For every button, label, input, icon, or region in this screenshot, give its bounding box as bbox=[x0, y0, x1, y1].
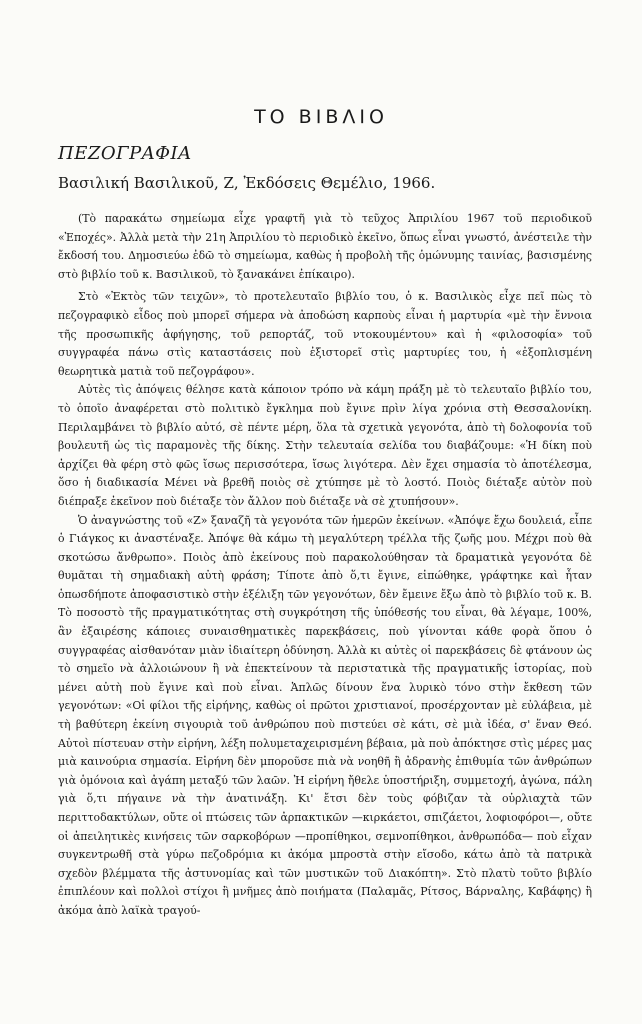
paragraph: Στὸ «Ἐκτὸς τῶν τειχῶν», τὸ προτελευταῖο βιβλίο του, ὁ κ. Βασιλικὸς εἶχε πεῖ πὼς τὸ πεζογραφικὸ εἶδος ποὺ μπορεῖ σήμερα νὰ ἀποδώση καρποὺς εἶναι ἡ μαρτυρία «μὲ τὴν ἔννοια τῆς προσωπικῆς ἀφήγησης, τοῦ ρεπορτάζ, τοῦ ντοκουμέντου» καὶ ἡ «φιλοσοφία» τοῦ συγγραφέα πάνω στὶς καταστάσεις ποὺ ἐξιστορεῖ στὶς μαρτυρίες του, ἡ «ἐξοπλισμένη θεωρητικὰ ματιὰ τοῦ πεζογράφου». bbox=[58, 290, 592, 378]
section-heading: ΠΕΖΟΓΡΑΦΙΑ bbox=[58, 143, 192, 164]
book-citation: Βασιλική Βασιλικοῦ, Ζ, Ἐκδόσεις Θεμέλιο, 1966. bbox=[58, 174, 436, 192]
editorial-note: (Τὸ παρακάτω σημείωμα εἶχε γραφτῆ γιὰ τὸ τεῦχος Ἀπριλίου 1967 τοῦ περιοδικοῦ «Ἐποχές». Ἀλλὰ μετὰ τὴν 21η Ἀπριλίου τὸ περιοδικὸ ἐκεῖνο, ὅπως εἶναι γνωστό, ἀνέστειλε τὴν ἔκδοσή του. Δημοσιεύω ἐδῶ τὸ σημείωμα, καθὼς ἡ προβολὴ τῆς ὁμώνυμης ταινίας, βασισμένης στὸ βιβλίο τοῦ κ. Βασιλικοῦ, τὸ ξανακάνει ἐπίκαιρο). bbox=[58, 212, 592, 281]
paragraph: Ὁ ἀναγνώστης τοῦ «Ζ» ξαναζῆ τὰ γεγονότα τῶν ἡμερῶν ἐκείνων. «Ἀπόψε ἔχω δουλειά, εἶπε ὁ Γιάγκος κι ἀναστέναξε. Ἀπόψε θὰ κάμω τὴ μεγαλύτερη τρέλλα τῆς ζωῆς μου. Μέχρι ποὺ θὰ σκοτώσω ἄνθρωπο». Ποιὸς ἀπὸ ἐκείνους ποὺ παρακολούθησαν τὰ δραματικὰ γεγονότα δὲ θυμᾶται τὴ σημαδιακὴ αὐτὴ φράση; Τίποτε ἀπὸ ὅ,τι ἔγινε, εἰπώθηκε, γράφτηκε καὶ ἦταν ὁπωσδήποτε ἀποφασιστικὸ στὴν ἐξέλιξη τῶν γεγονότων, δὲν ἔμεινε ἔξω ἀπὸ τὸ βιβλίο τοῦ κ. Β. Τὸ ποσοστὸ τῆς πραγματικότητας στὴ συγκρότηση τῆς ὑπόθεσής του εἶναι, θὰ λέγαμε, 100%, ἂν ἐξαιρέσης κάποιες συναισθηματικὲς παρεκβάσεις, ποὺ γίνονται κάθε φορὰ ὅπου ὁ συγγραφέας αἰσθανόταν μιὰν ἰδιαίτερη ὀδύνηση. Ἀλλὰ κι αὐτὲς οἱ παρεκβάσεις δὲ φτάνουν ὡς τὸ σημεῖο νὰ ἀλλοιώνουν ἢ νὰ ἐπεκτείνουν τὰ περιστατικὰ τῆς πραγματικῆς ἱστορίας, ποὺ μένει αὐτὴ ποὺ ἔγινε καὶ ποὺ εἶναι. Ἁπλῶς δίνουν ἕνα λυρικὸ τόνο στὴν ἔκθεση τῶν γεγονότων: «Οἱ φίλοι τῆς εἰρήνης, καθὼς οἱ πρῶτοι χριστιανοί, προσέρχονταν μὲ εὐλάβεια, μὲ τὴ βαθύτερη ἐκείνη σιγουριὰ τοῦ ἀνθρώπου ποὺ πιστεύει σὲ κάτι, σὲ μιὰ ἰδέα, σ' ἕναν Θεό. Αὐτοὶ πίστευαν στὴν εἰρήνη, λέξη πολυμεταχειρισμένη βέβαια, μὰ ποὺ ἀπόκτησε στὶς μέρες μας μιὰ καινούρια σημασία. Εἰρήνη δὲν μποροῦσε πιὰ νὰ νοηθῆ ἢ ἀδρανὴς ἐπιθυμία τῶν ἀνθρώπων γιὰ ὁμόνοια καὶ ἀγάπη μεταξύ τῶν λαῶν. Ἡ εἰρήνη ἤθελε ὑποστήριξη, συμμετοχή, ἀγώνα, πάλη γιὰ ὅ,τι πήγαινε νὰ τὴν ἀνατινάξη. Κι' ἔτσι δὲν τοὺς φόβιζαν τὰ οὐρλιαχτὰ τῶν περιττοδακτύλων, οὔτε οἱ πτώσεις τῶν ἀρπακτικῶν —κιρκάετοι, σπιζάετοι, λοφιοφόροι—, οὔτε οἱ ἀπειλητικὲς κινήσεις τῶν σαρκοβόρων —προπίθηκοι, σεμνοπίθηκοι, ἀνθρωπόδα— ποὺ εἶχαν συγκεντρωθῆ στὰ γύρω πεζοδρόμια κι ἀκόμα μπροστὰ στὴν εἴσοδο, κάτω ἀπὸ τὰ πατρικὰ σχεδὸν βλέμματα τῆς ἀστυνομίας καὶ τῶν μυστικῶν τοῦ Διακόπτη». Στὸ πλατὺ τοῦτο βιβλίο ἐπιπλέουν καὶ πολλοὶ στίχοι ἢ μνῆμες ἀπὸ ποιήματα (Παλαμᾶς, Ρίτσος, Βάρναλης, Καβάφης) ἢ ἀκόμα ἀπὸ λαϊκὰ τραγού- bbox=[58, 513, 592, 917]
page-title: ΤΟ ΒΙΒΛΙΟ bbox=[254, 106, 388, 128]
paragraph: Αὐτὲς τὶς ἀπόψεις θέλησε κατὰ κάποιον τρόπο νὰ κάμη πράξη μὲ τὸ τελευταῖο βιβλίο του, τὸ ὁποῖο ἀναφέρεται στὸ πολιτικὸ ἔγκλημα ποὺ ἔγινε πρὶν λίγα χρόνια στὴ Θεσσαλονίκη. Περιλαμβάνει τὸ βιβλίο αὐτό, σὲ πέντε μέρη, ὅλα τὰ σχετικὰ γεγονότα, ἀπὸ τὴ δολοφονία τοῦ βουλευτῆ ὡς τὶς παραμονὲς τῆς δίκης. Στὴν τελευταία σελίδα του διαβάζουμε: «Ἡ δίκη ποὺ ἀρχίζει θὰ φέρη στὸ φῶς ἴσως περισσότερα, ἴσως λιγότερα. Δὲν ἔχει σημασία τὸ ἀποτέλεσμα, ὅσο ἡ διαδικασία Μένει νὰ βρεθῆ ποιὸς σὲ χτύπησε μὲ τὸ λοστό. Ποιὸς διέταξε αὐτὸν ποὺ διέπραξε ἐκεῖνον ποὺ διέταξε τὸν ἄλλον ποὺ διέταξε νὰ σὲ χτυπήσουν». bbox=[58, 383, 592, 508]
article-body bbox=[58, 210, 592, 921]
